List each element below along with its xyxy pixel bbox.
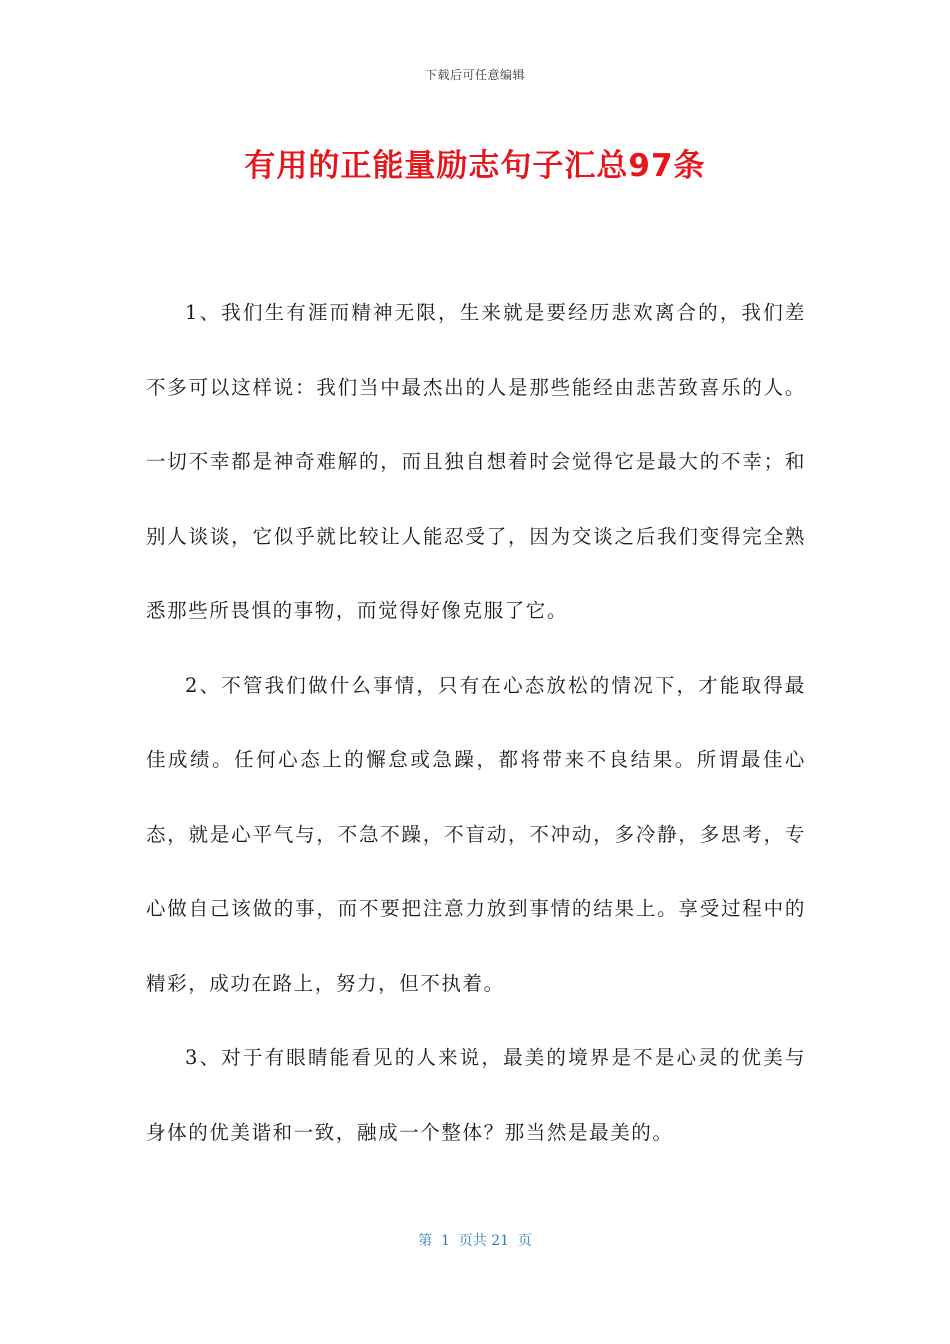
paragraph-2: 2、不管我们做什么事情，只有在心态放松的情况下，才能取得最佳成绩。任何心态上的懈怠或急躁，都将带来不良结果。所谓最佳心态，就是心平气与，不急不躁，不盲动，不冲动，多冷静，多思考，专心做自己该做的事，而不要把注意力放到事情的结果上。享受过程中的精彩，成功在路上，努力，但不执着。	[146, 673, 806, 995]
document-title: 有用的正能量励志句子汇总97条	[244, 148, 706, 184]
document-body	[146, 276, 806, 1170]
header-note: 下载后可任意编辑	[424, 68, 525, 82]
paragraph-1: 1、我们生有涯而精神无限，生来就是要经历悲欢离合的，我们差不多可以这样说：我们当中最杰出的人是那些能经由悲苦致喜乐的人。一切不幸都是神奇难解的，而且独自想着时会觉得它是最大的不幸；和别人谈谈，它似乎就比较让人能忍受了，因为交谈之后我们变得完全熟悉那些所畏惧的事物，而觉得好像克服了它。	[146, 301, 806, 622]
paragraph-3: 3、对于有眼睛能看见的人来说，最美的境界是不是心灵的优美与身体的优美谐和一致，融成一个整体？那当然是最美的。	[146, 1046, 806, 1144]
page-indicator: 第 1 页共 21 页	[418, 1233, 532, 1249]
